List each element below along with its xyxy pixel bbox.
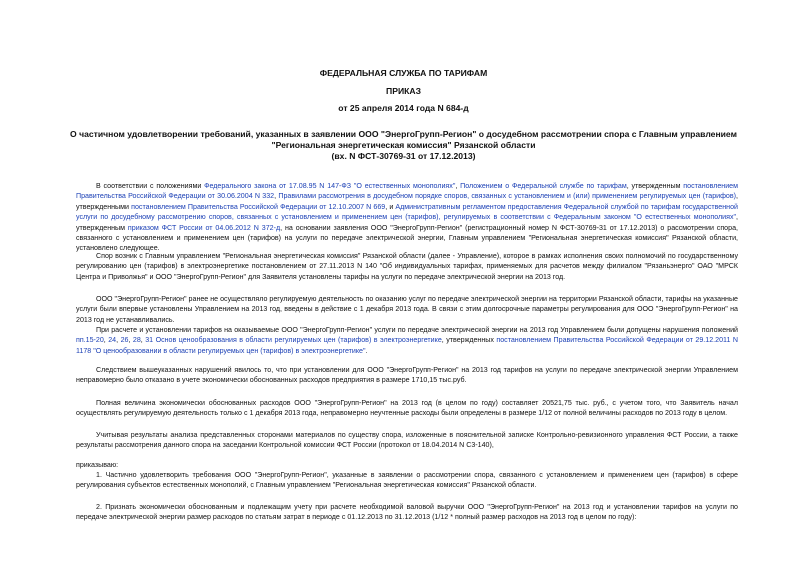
text: , утвержденным (626, 182, 684, 190)
text: , утвержденными (76, 192, 738, 211)
text: , (274, 192, 279, 201)
clause-15-20-link[interactable]: пп.15-20 (76, 336, 104, 345)
resolution-332-link[interactable]: постановлением Правительства Российской Федерации от 30.06.2004 N 332 (76, 182, 738, 201)
order-372d-link[interactable]: приказом ФСТ России от 04.06.2012 N 372-д (127, 223, 281, 232)
paragraph-basis (76, 181, 738, 254)
admin-regulation-link[interactable]: Административным регламентом предоставления Федеральной службой по тарифам государственной услуги по досудебному рассмотрению споров, связанных с установлением и применением цен (тарифов), регулируемых в соответствии с Федеральным законом "О естественных монополиях" (76, 202, 738, 222)
paragraph-dispute: Спор возник с Главным управлением "Региональная энергетическая комиссия" Рязанской области (далее - Управление), которое в рамках исполнения своих полномочий по государственному регулированию цен (тарифов) в электроэнергетике постановлением от 27.11.2013 N 140 "Об индивидуальных тарифах, применяемых для расчетов между филиалом "Рязаньэнерго" ОАО "МРСК Центра и Приволжья" и ООО "ЭнергоГрупп-Регион" для Заявителя установлены тарифы на услуги по передаче электрической энергии на 2013 год. (76, 252, 738, 281)
agency-heading: ФЕДЕРАЛЬНАЯ СЛУЖБА ПО ТАРИФАМ (319, 68, 488, 78)
regulation-fst-link[interactable]: Положением о Федеральной службе по тарифам (460, 182, 627, 190)
dispute-rules-link[interactable]: Правилами рассмотрения в досудебном порядке споров, связанных с установлением и (или) применением регулируемых цен (тарифов) (278, 192, 737, 201)
order-item-2: 2. Признать экономически обоснованным и подлежащим учету при расчете необходимой валовой выручки ООО "ЭнергоГрупп-Регион" на 2013 год и установлении тарифов на услуги по передаче электрической энергии размер расходов по статьям затрат в периоде с 01.12.2013 по 31.12.2013 (1/12 * полный размер расходов на 2013 год в целом по году): (76, 503, 738, 522)
text: , утвержденным (76, 213, 738, 232)
paragraph-analysis: Учитывая результаты анализа представленных сторонами материалов по существу спора, изложенные в пояснительной записке Контрольно-ревизионного управления ФСТ России, а также результаты рассмотрения данного спора на заседании Контрольной комиссии ФСТ России (протокол от 18.04.2014 N С3-140), (76, 431, 738, 450)
title-line-3: (вх. N ФСТ-30769-31 от 17.12.2013) (331, 151, 476, 161)
text: , и (385, 202, 396, 211)
paragraph-first-regulation: ООО "ЭнергоГрупп-Регион" ранее не осуществляло регулируемую деятельность по оказанию услуг по передаче электрической энергии на территории Рязанской области, тарифы на указанные услуги были впервые установлены Управлением на 2013 год, введены в действие с 1 декабря 2013 года. В связи с этим долгосрочные параметры регулирования для ООО "ЭнергоГрупп-Регион" на 2013 год не устанавливались. (76, 295, 738, 324)
doc-type-heading: ПРИКАЗ (386, 86, 421, 96)
text: При расчете и установлении тарифов на оказываемые ООО "ЭнергоГрупп-Регион" услуги по передаче электрической энергии на 2013 год Управлением были допущены нарушения положений (96, 326, 738, 334)
order-item-1: 1. Частично удовлетворить требования ООО "ЭнергоГрупп-Регион", указанные в заявлении о рассмотрении спора, связанного с установлением и применением цен (тарифов) в сфере регулирования субъектов естественных монополий, с Главным управлением "Региональная энергетическая комиссия" Рязанской области. (76, 471, 738, 490)
text: , (116, 336, 121, 345)
text: . (365, 346, 368, 355)
resolution-1178-link[interactable]: постановлением Правительства Российской Федерации от 29.12.2011 N 1178 "О ценообразовании в области регулируемых цен (тарифов) в электроэнергетике" (76, 336, 738, 355)
clause-24-link[interactable]: 24 (108, 336, 117, 345)
pricing-basics-link[interactable]: 31 Основ ценообразования в области регулируемых цен (тарифов) в электроэнергетике (145, 336, 442, 345)
resolution-669-link[interactable]: постановлением Правительства Российской Федерации от 12.10.2007 N 669 (131, 202, 386, 211)
paragraph-consequence: Следствием вышеуказанных нарушений явилось то, что при установлении для ООО "ЭнергоГрупп-Регион" на 2013 год тарифов на услуги по передаче электрической энергии Управлением неправомерно было отказано в учете экономически обоснованных расходов предприятия в размере 1710,15 тыс.руб. (76, 366, 738, 385)
law-link-147fz[interactable]: Федерального закона от 17.08.95 N 147-ФЗ "О естественных монополиях" (204, 182, 456, 190)
text: , (140, 336, 146, 345)
text: , на основании заявления ООО "ЭнергоГрупп-Регион" (регистрационный номер N ФСТ-30769-31 от 17.12.2013) о рассмотрении спора, связанного с установлением и применением цен (тарифов) на услуги по передаче электрической энергии, Главным управлением "Региональная энергетическая комиссия" Рязанской области, установлено следующее. (76, 223, 738, 253)
title-line-1: О частичном удовлетворении требований, указанных в заявлении ООО "ЭнергоГрупп-Регион" о досудебном рассмотрении спора с Главным управлением (70, 129, 737, 139)
text: , (103, 336, 109, 345)
text: В соответствии с положениями (96, 182, 205, 190)
text: , (455, 182, 461, 190)
title-line-2: "Региональная энергетическая комиссия" Рязанской области (271, 140, 536, 150)
order-word: приказываю: (76, 461, 119, 469)
paragraph-expenses: Полная величина экономически обоснованных расходов ООО "ЭнергоГрупп-Регион" на 2013 год (в целом по году) составляет 20521,75 тыс. руб., с учетом того, что Заявитель начал осуществлять регулируемую деятельность только с 1 декабря 2013 года, неправомерно неучтенные расходы были определены в размере 1/12 от полной величины расходов по 2013 году в целом. (76, 399, 738, 418)
text: , утвержденных (441, 336, 497, 345)
clause-28-link[interactable]: 28 (132, 336, 141, 345)
clause-26-link[interactable]: 26 (120, 336, 129, 345)
text: , (128, 336, 133, 345)
date-number-heading: от 25 апреля 2014 года N 684-д (338, 103, 469, 113)
paragraph-violations (76, 325, 738, 356)
